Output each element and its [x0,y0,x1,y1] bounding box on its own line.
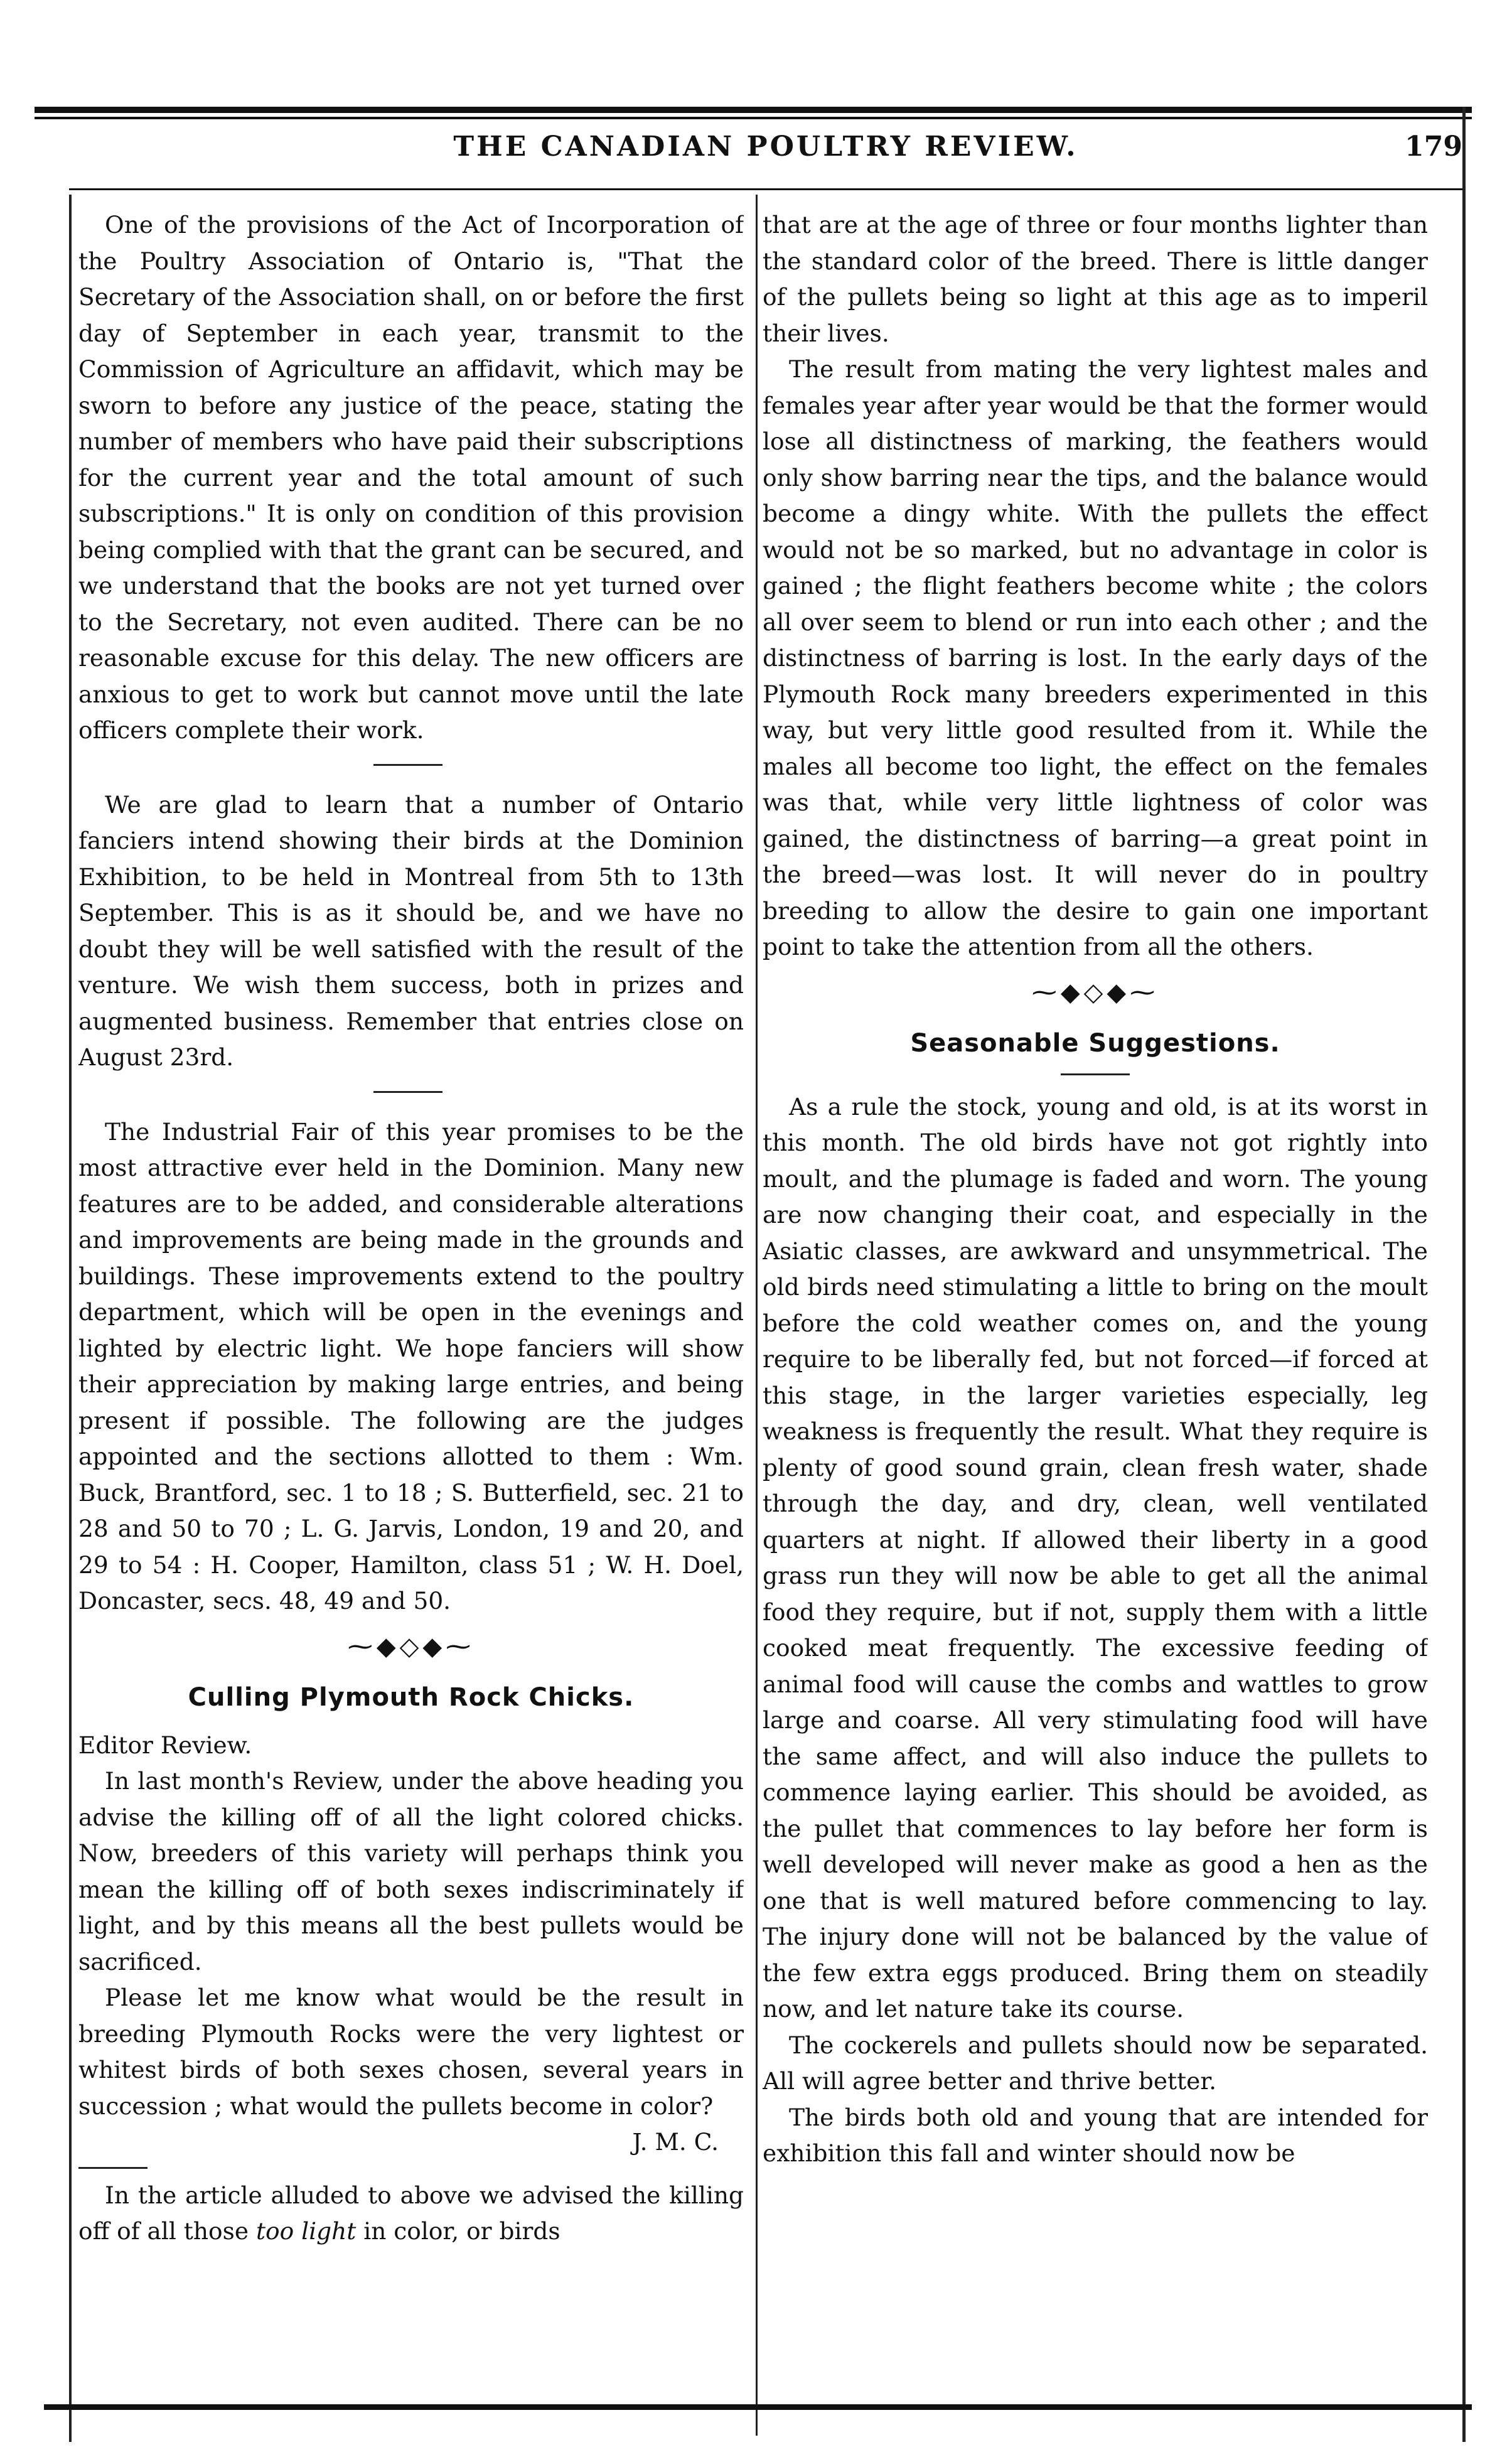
header-rule [69,188,1462,190]
heading-rule [1061,1073,1130,1075]
editorial-paragraph: We are glad to learn that a number of Ontario fanciers intend showing their birds at the Dominion Exhibition, to be held in Montreal from 5th to 13th September. This is as it should be, and we have no doubt they will be well satisfied with the result of the venture. We wish them success, both in prizes and augmented business. Remember that entries close on August 23rd. [78,790,744,1071]
article-paragraph: As a rule the stock, young and old, is at its worst in this month. The old birds have not got rightly into moult, and the plumage is faded and worn. The young are now changing their coat, and especially in the Asiatic classes, are awkward and unsymmetrical. The old birds need stimulating a little to bring on the moult before the cold weather comes on, and the young require to be liberally fed, but not forced—if forced at this stage, in the larger varieties especially, leg weakness is frequently the result. What they require is plenty of good sound grain, clean fresh water, shade through the day, and dry, clean, well ventilated quarters at night. If allowed their liberty in a good grass run they will now be able to get all the animal food they require, but if not, supply them with a little cooked meat frequently. The excessive feeding of animal food will cause the combs and wattles to grow large and coarse. All very stimulating food will have the same affect, and will also induce the pullets to commence laying earlier. This should be avoided, as the pullet that commences to lay before her form is well developed will never make as good a hen as the one that is well matured before commencing to lay. The injury done will not be balanced by the value of the few extra eggs produced. Bring them on steadily now, and let nature take its course. [763,1092,1428,2023]
page-number: 179 [1405,131,1462,163]
column-divider [756,195,758,2436]
reply-text: In the article alluded to above we advised the killing off of all those [78,2181,744,2245]
article-paragraph: The cockerels and pullets should now be separated. All will agree better and thrive better. [763,2031,1428,2095]
running-title: THE CANADIAN POULTRY REVIEW. [453,131,1078,163]
left-border [69,195,72,2442]
editorial-paragraph: One of the provisions of the Act of Incorporation of the Poultry Association of Ontario is, "That the Secretary of the Association shall, on or before the first day of September in each year, transmit to the Commission of Agriculture an affidavit, which may be sworn to before any justice of the peace, stating the number of members who have paid their subscriptions for the current year and the total amount of such subscriptions." It is only on condition of this provision being complied with that the grant can be secured, and we understand that the books are not yet turned over to the Secretary, not even audited. There can be no reasonable excuse for this delay. The new officers are anxious to get to work but cannot move until the late officers complete their work. [78,211,744,744]
top-rule-thin [35,117,1472,119]
top-rule [35,107,1472,113]
reply-paragraph: The result from mating the very lightest males and females year after year would be that the former would lose all distinctness of marking, the feathers would only show barring near the tips, and the balance would become a dingy white. With the pullets the effect would not be so marked, but no advantage in color is gained ; the flight feathers become white ; the colors all over seem to blend or run into each other ; and the distinctness of barring is lost. In the early days of the Plymouth Rock many breeders experimented in this way, but very little good resulted from it. While the males all become too light, the effect on the females was that, while very little lightness of color was gained, the distinctness of barring—a great point in the breed—was lost. It will never do in poultry breeding to allow the desire to gain one important point to take the attention from all the others. [763,355,1428,960]
right-border [1462,107,1466,2442]
reply-text-end: in color, or birds [363,2217,560,2245]
reply-emphasis: too light [255,2217,357,2245]
ornament-divider: ⁓◆◇◆⁓ [1031,977,1159,1007]
letter-salutation: Editor Review. [78,1731,252,1759]
reply-rule [78,2167,147,2169]
letter-paragraph: In last month's Review, under the above heading you advise the killing off of all the light colored chicks. Now, breeders of this variety will perhaps think you mean the killing off of both sexes indiscriminately if light, and by this means all the best pullets would be sacrificed. [78,1767,744,1976]
article-paragraph: The birds both old and young that are intended for exhibition this fall and winter should now be [763,2103,1428,2167]
letter-paragraph: Please let me know what would be the result in breeding Plymouth Rocks were the very lightest or whitest birds of both sexes chosen, several years in succession ; what would the pullets become in color? [78,1984,744,2120]
section-rule [373,764,442,766]
right-column [763,207,1428,2398]
editorial-paragraph: The Industrial Fair of this year promises to be the most attractive ever held in the Dominion. Many new features are to be added, and considerable alterations and improvements are being made in the grounds and buildings. These improvements extend to the poultry department, which will be open in the evenings and lighted by electric light. We hope fanciers will show their appreciation by making large entries, and being present if possible. The following are the judges appointed and the sections allotted to them : Wm. Buck, Brantford, sec. 1 to 18 ; S. Butterfield, sec. 21 to 28 and 50 to 70 ; L. G. Jarvis, London, 19 and 20, and 29 to 54 : H. Cooper, Hamilton, class 51 ; W. H. Doel, Doncaster, secs. 48, 49 and 50. [78,1117,744,1615]
ornament-divider: ⁓◆◇◆⁓ [347,1632,475,1661]
left-column [78,207,744,2398]
article-heading: Seasonable Suggestions. [910,1028,1280,1058]
page-header [69,131,1462,181]
reply-continuation: that are at the age of three or four months lighter than the standard color of the breed. There is little danger of the pullets being so light at this age as to imperil their lives. [763,211,1428,347]
letter-signature: J. M. C. [632,2128,719,2156]
reply-paragraph [78,2178,744,2250]
section-rule [373,1091,442,1093]
article-heading: Culling Plymouth Rock Chicks. [188,1682,635,1712]
bottom-rule [44,2404,1472,2410]
